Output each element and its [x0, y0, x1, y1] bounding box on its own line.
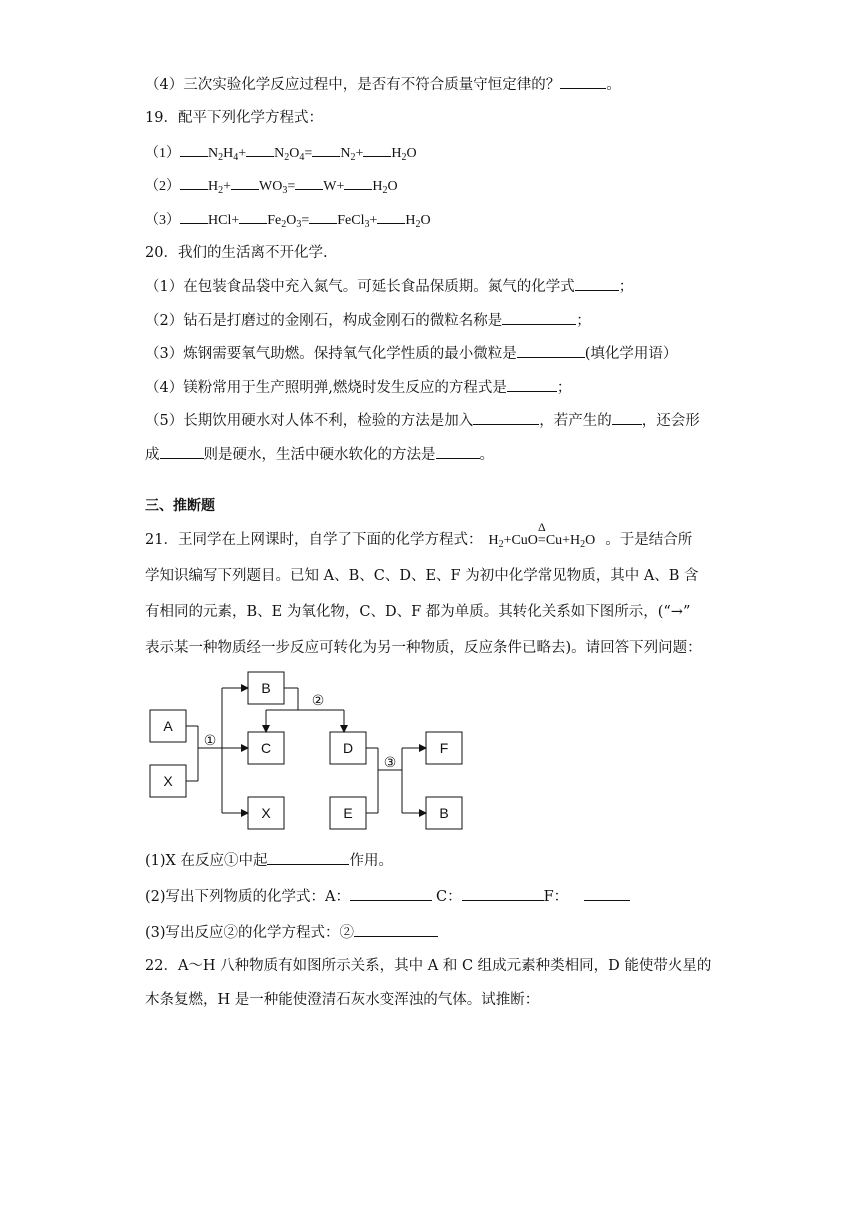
q20-item3: （3）炼钢需要氧气助燃。保持氧气化学性质的最小微粒是 (填化学用语）	[145, 343, 677, 364]
heat-equals-sign: Δ =	[537, 520, 546, 548]
coefficient-blank[interactable]	[239, 209, 267, 224]
answer-blank[interactable]	[560, 74, 606, 89]
formula: $WO_3=$	[259, 179, 296, 196]
q19-title: 19．配平下列化学方程式：	[145, 110, 323, 126]
node-label: A	[163, 718, 173, 734]
answer-blank[interactable]	[350, 886, 432, 901]
answer-blank[interactable]	[612, 410, 642, 425]
q22-line1: 22．A～H 八种物质有如图所示关系，其中 A 和 C 组成元素种类相同，D 能使带火星的	[145, 958, 712, 974]
coefficient-blank[interactable]	[231, 175, 259, 190]
q19-equation-1: （1） $N_2H_4+ N_2O_4= N_2+ H_2O$	[145, 142, 417, 164]
formula: $N_2O_4=$	[274, 146, 313, 163]
q19-equation-2: （2） $H_2+ WO_3= W+ H_2O$	[145, 175, 398, 197]
answer-blank[interactable]	[502, 310, 576, 325]
q21-sub1: (1)X 在反应①中起 作用。	[145, 850, 393, 871]
q21-line4: 表示某一种物质经一步反应可转化为另一种物质，反应条件已略去)。请回答下列问题：	[145, 640, 702, 656]
q22-line2: 木条复燃，H 是一种能使澄清石灰水变浑浊的气体。试推断：	[145, 992, 540, 1008]
q18-item4: （4）三次实验化学反应过程中，是否有不符合质量守恒定律的？ 。	[145, 74, 621, 95]
formula: $Fe_2O_3=$	[267, 213, 310, 230]
formula: $H_2+$	[208, 179, 232, 196]
node-label: D	[342, 740, 354, 756]
reaction-label: ②	[311, 692, 325, 708]
coefficient-blank[interactable]	[377, 209, 405, 224]
q21-line2: 学知识编写下列题目。已知 A、B、C、D、E、F 为初中化学常见物质，其中 A、B 含	[145, 568, 699, 584]
answer-blank[interactable]	[354, 922, 438, 937]
formula: $H_2O$	[372, 179, 398, 196]
q20-item5-continued: 成 则是硬水，生活中硬水软化的方法是 。	[145, 444, 494, 465]
coefficient-blank[interactable]	[295, 175, 323, 190]
formula: HCl+	[208, 213, 240, 228]
answer-blank[interactable]	[462, 886, 544, 901]
answer-blank[interactable]	[507, 377, 557, 392]
node-label: B	[261, 680, 271, 696]
q19-equation-3: （3） $HCl+ Fe_2O_3=$ FeCl$_3$+ $H_2O$	[145, 209, 431, 231]
formula: $N_2+$	[340, 146, 364, 163]
answer-blank[interactable]	[436, 444, 480, 459]
q20-item1: （1）在包装食品袋中充入氮气。可延长食品保质期。氮气的化学式 ；	[145, 276, 633, 297]
q20-item5: （5）长期饮用硬水对人体不利，检验的方法是加入 ，若产生的 ，还会形	[145, 410, 700, 431]
node-label: X	[163, 773, 173, 789]
section-title: 三、推断题	[145, 498, 215, 514]
node-label: B	[439, 805, 449, 821]
coefficient-blank[interactable]	[246, 142, 274, 157]
q21-line3: 有相同的元素，B、E 为氧化物，C、D、F 都为单质。其转化关系如下图所示，(“→”	[145, 604, 691, 620]
q20-title: 20．我们的生活离不开化学.	[145, 245, 328, 261]
answer-blank[interactable]	[267, 850, 349, 865]
node-label: C	[260, 740, 272, 756]
coefficient-blank[interactable]	[180, 142, 208, 157]
answer-blank[interactable]	[575, 276, 619, 291]
coefficient-blank[interactable]	[180, 209, 208, 224]
transformation-diagram	[148, 670, 468, 835]
q20-item4: （4）镁粉常用于生产照明弹,燃烧时发生反应的方程式是 ；	[145, 377, 571, 398]
node-label: E	[343, 805, 353, 821]
formula: $H_2O$	[405, 213, 431, 230]
q21-sub3: (3)写出反应②的化学方程式：②	[145, 922, 438, 943]
q20-item2: （2）钻石是打磨过的金刚石，构成金刚石的微粒名称是 ；	[145, 310, 591, 331]
formula: FeCl$_3$+	[337, 213, 378, 230]
node-label: X	[261, 805, 271, 821]
formula: $H_2O$	[391, 146, 417, 163]
q21-intro: 21．王同学在上网课时，自学了下面的化学方程式： $H_2+CuO$ Δ $=Cu+H_2O$ 。于是结合所	[145, 520, 693, 550]
coefficient-blank[interactable]	[312, 142, 340, 157]
answer-blank[interactable]	[160, 444, 204, 459]
reaction-label: ③	[383, 754, 397, 770]
formula: $N_2H_4+$	[208, 146, 247, 163]
coefficient-blank[interactable]	[180, 175, 208, 190]
reaction-label: ①	[203, 732, 217, 748]
chemical-equation: $H_2+CuO$ Δ $=Cu+H_2O$	[488, 520, 596, 550]
answer-blank[interactable]	[517, 343, 585, 358]
answer-blank[interactable]	[584, 886, 630, 901]
answer-blank[interactable]	[473, 410, 539, 425]
q21-sub2: (2)写出下列物质的化学式：A： C： F：	[145, 886, 630, 907]
formula: W+	[323, 179, 345, 194]
coefficient-blank[interactable]	[363, 142, 391, 157]
coefficient-blank[interactable]	[309, 209, 337, 224]
node-label: F	[439, 740, 449, 756]
coefficient-blank[interactable]	[344, 175, 372, 190]
